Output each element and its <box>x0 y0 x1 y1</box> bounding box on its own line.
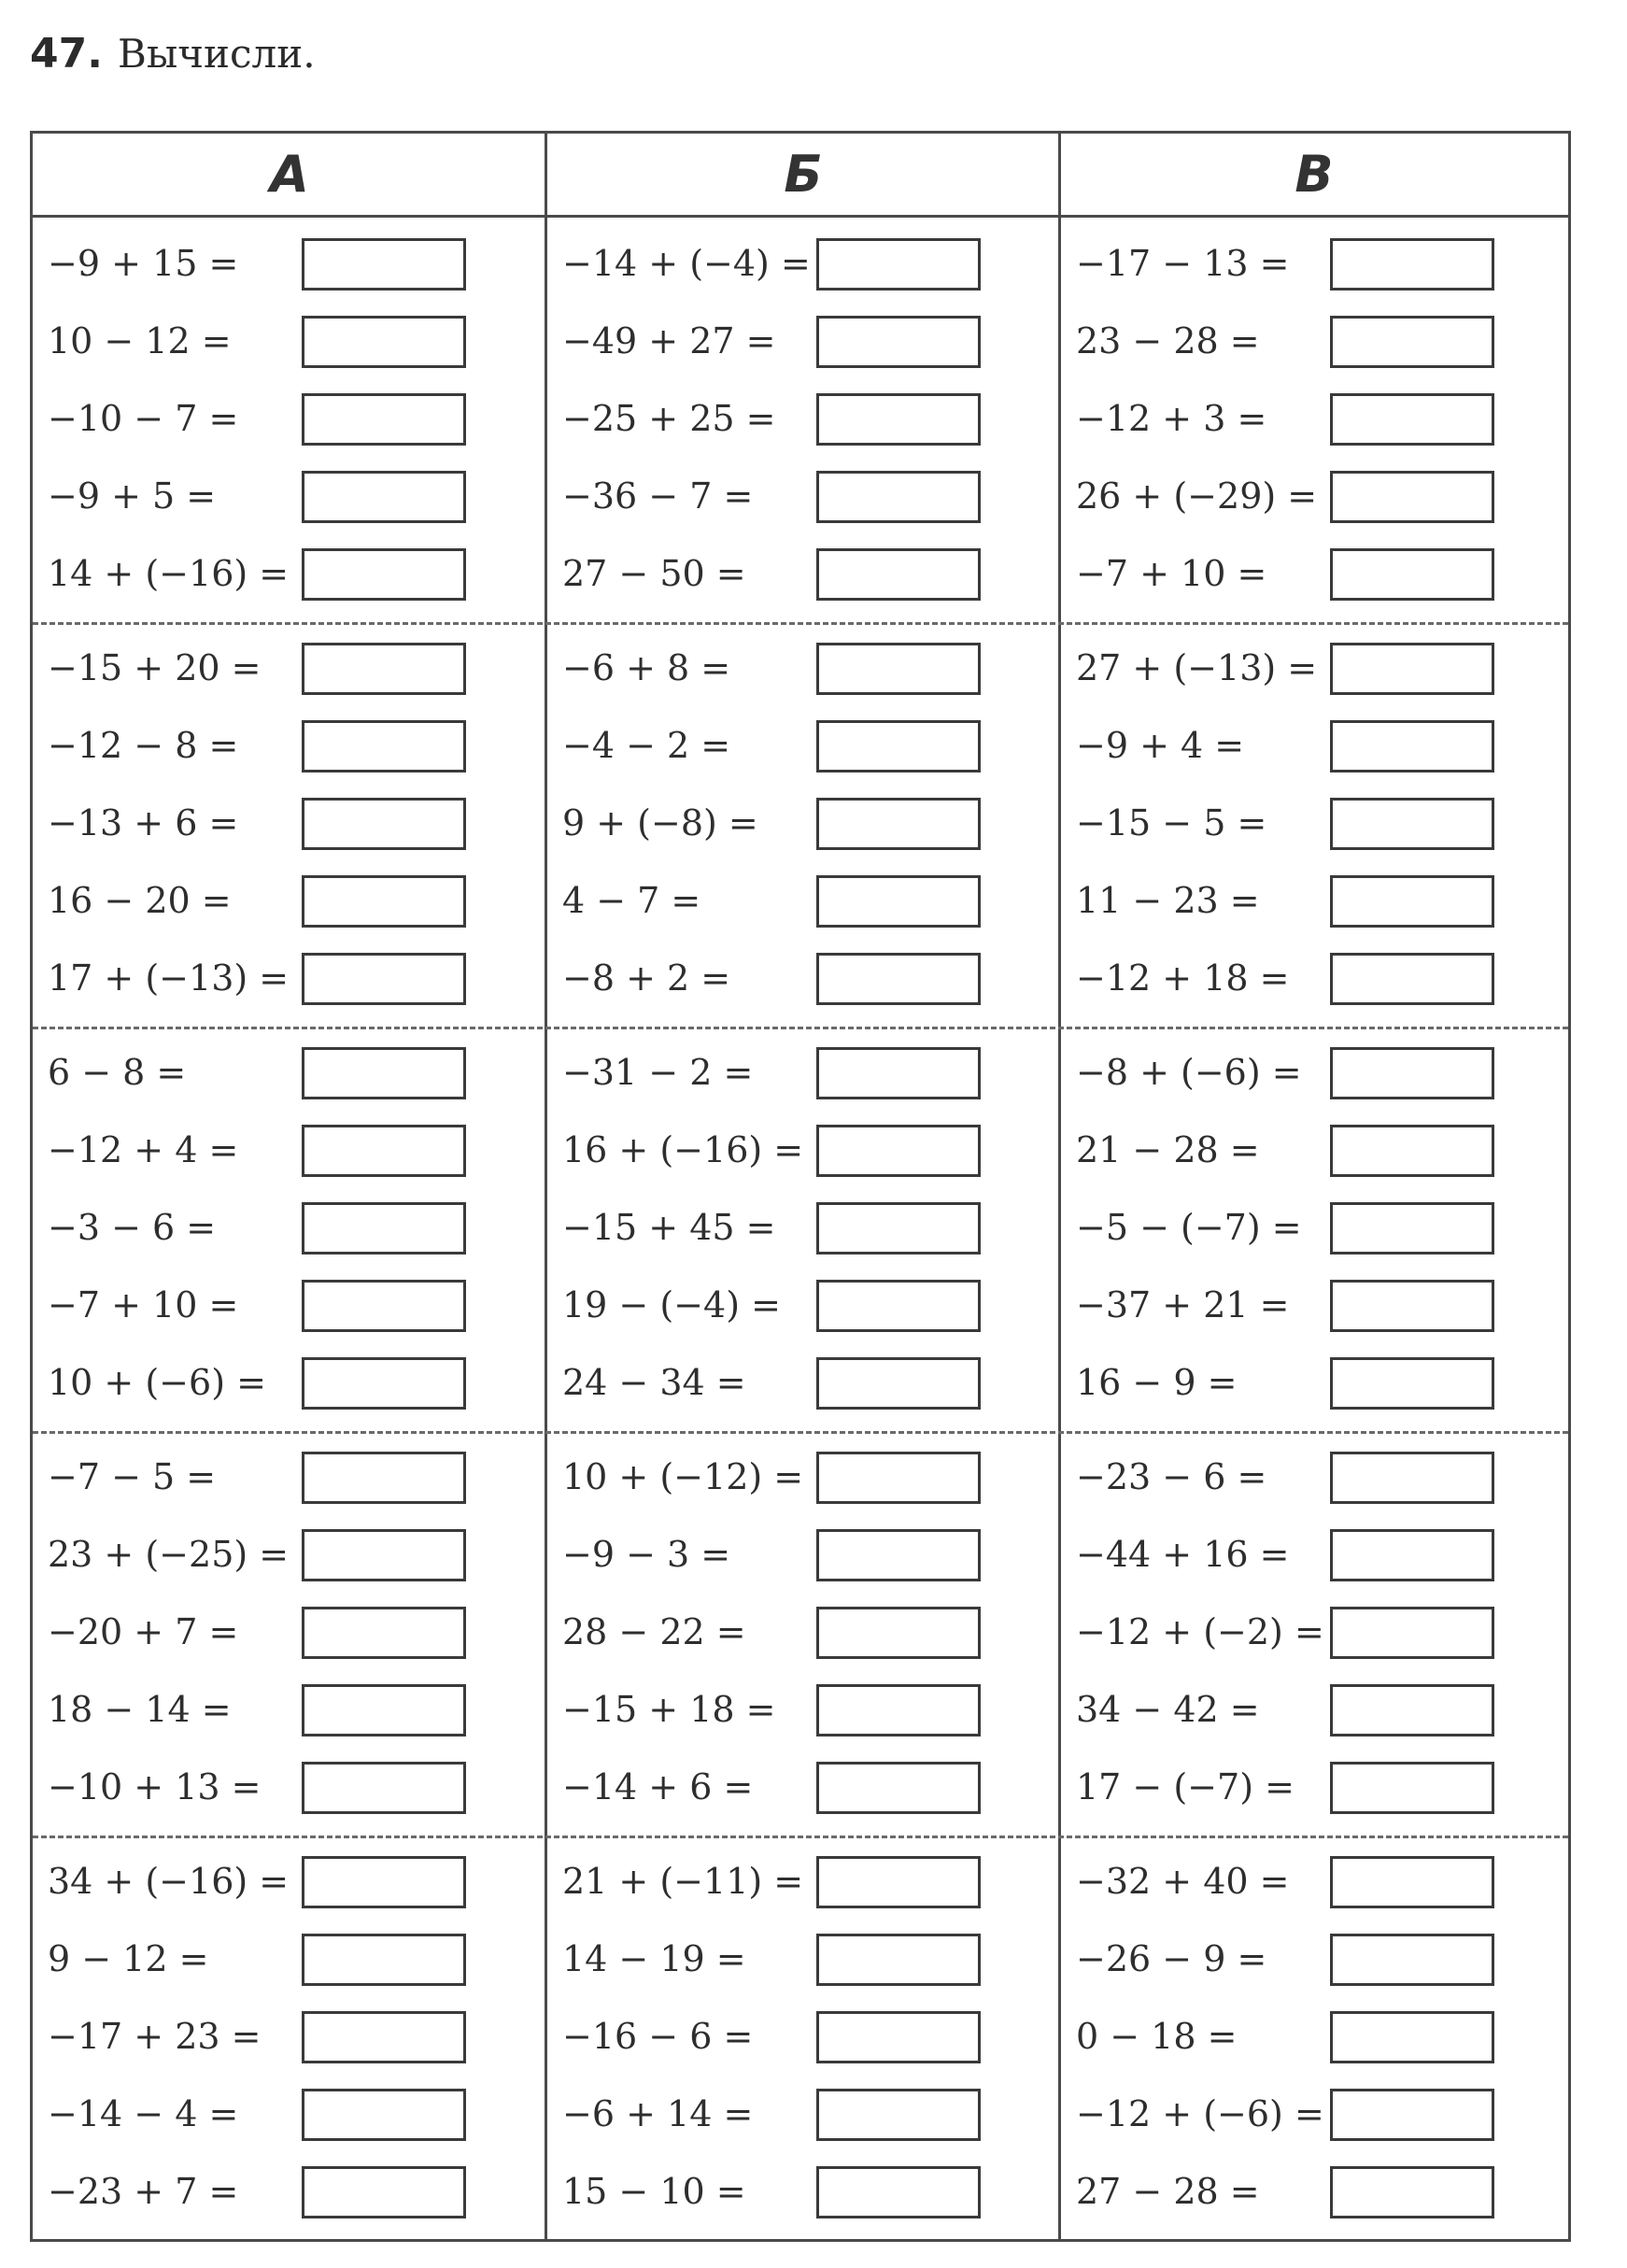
exercise-group <box>33 1027 545 1431</box>
answer-box[interactable] <box>816 1856 981 1908</box>
exercise-expression: −7 + 10 = <box>48 1284 239 1325</box>
table-header-row <box>33 134 1568 218</box>
exercise-expression: −37 + 21 = <box>1076 1284 1290 1325</box>
worksheet-column <box>547 218 1058 2242</box>
answer-box[interactable] <box>302 393 466 446</box>
exercise-row <box>33 1843 545 1921</box>
answer-box[interactable] <box>816 471 981 523</box>
exercise-row <box>1061 2076 1568 2153</box>
answer-box[interactable] <box>302 643 466 695</box>
column-header-b: Б <box>784 145 823 204</box>
exercise-row <box>1061 1344 1568 1422</box>
answer-box[interactable] <box>302 875 466 928</box>
answer-box[interactable] <box>1330 2089 1494 2141</box>
exercise-row <box>33 1344 545 1422</box>
exercise-expression: −6 + 8 = <box>562 647 731 688</box>
answer-box[interactable] <box>816 798 981 850</box>
exercise-row <box>1061 2153 1568 2231</box>
answer-box[interactable] <box>816 238 981 291</box>
exercise-expression: 21 − 28 = <box>1076 1129 1260 1170</box>
exercise-row <box>1061 1439 1568 1516</box>
exercise-group <box>1061 1431 1568 1836</box>
exercise-expression: −25 + 25 = <box>562 398 776 439</box>
exercise-expression: −12 − 8 = <box>48 725 239 766</box>
answer-box[interactable] <box>302 720 466 773</box>
exercise-row <box>1061 303 1568 380</box>
answer-box[interactable] <box>1330 393 1494 446</box>
exercise-expression: 17 − (−7) = <box>1076 1766 1295 1807</box>
exercise-row <box>1061 1189 1568 1267</box>
exercise-expression: −12 + 4 = <box>48 1129 239 1170</box>
exercise-expression: 34 + (−16) = <box>48 1861 290 1902</box>
exercise-expression: −15 + 45 = <box>562 1207 776 1248</box>
exercise-expression: 27 − 28 = <box>1076 2171 1260 2212</box>
answer-box[interactable] <box>816 1452 981 1504</box>
answer-box[interactable] <box>1330 1684 1494 1736</box>
exercise-expression: 16 + (−16) = <box>562 1129 804 1170</box>
exercise-row <box>33 535 545 613</box>
exercise-row <box>33 303 545 380</box>
worksheet-column <box>1061 218 1568 2242</box>
exercise-row <box>1061 535 1568 613</box>
answer-box[interactable] <box>816 393 981 446</box>
exercise-expression: −9 − 3 = <box>562 1534 731 1575</box>
exercise-row <box>547 2076 1058 2153</box>
exercise-expression: −36 − 7 = <box>562 475 754 517</box>
exercise-expression: 23 + (−25) = <box>48 1534 290 1575</box>
exercise-row <box>547 1112 1058 1189</box>
answer-box[interactable] <box>816 1607 981 1659</box>
exercise-row <box>33 1594 545 1671</box>
exercise-group <box>1061 218 1568 622</box>
exercise-row <box>1061 1749 1568 1826</box>
answer-box[interactable] <box>816 1047 981 1099</box>
exercise-expression: −15 + 20 = <box>48 647 262 688</box>
exercise-expression: −49 + 27 = <box>562 320 776 361</box>
exercise-expression: 9 − 12 = <box>48 1938 209 1979</box>
exercise-row <box>547 1344 1058 1422</box>
exercise-row <box>547 1594 1058 1671</box>
exercise-row <box>33 2076 545 2153</box>
answer-box[interactable] <box>302 1357 466 1410</box>
exercise-row <box>547 1749 1058 1826</box>
task-header <box>30 30 316 95</box>
exercise-expression: −8 + (−6) = <box>1076 1052 1302 1093</box>
answer-box[interactable] <box>302 1529 466 1581</box>
task-number: 47. <box>30 30 103 78</box>
exercise-expression: 23 − 28 = <box>1076 320 1260 361</box>
exercise-expression: −15 + 18 = <box>562 1689 776 1730</box>
answer-box[interactable] <box>302 2011 466 2063</box>
exercise-expression: −20 + 7 = <box>48 1611 239 1652</box>
exercise-row <box>33 1671 545 1749</box>
worksheet-table <box>30 131 1571 2242</box>
exercise-expression: −9 + 15 = <box>48 243 239 284</box>
answer-box[interactable] <box>1330 1280 1494 1332</box>
answer-box[interactable] <box>302 1452 466 1504</box>
exercise-expression: −31 − 2 = <box>562 1052 754 1093</box>
answer-box[interactable] <box>1330 1125 1494 1177</box>
answer-box[interactable] <box>1330 1762 1494 1814</box>
exercise-expression: 15 − 10 = <box>562 2171 746 2212</box>
exercise-expression: −23 + 7 = <box>48 2171 239 2212</box>
answer-box[interactable] <box>816 1529 981 1581</box>
answer-box[interactable] <box>302 2166 466 2218</box>
answer-box[interactable] <box>302 2089 466 2141</box>
exercise-expression: −9 + 4 = <box>1076 725 1245 766</box>
exercise-expression: −14 − 4 = <box>48 2093 239 2134</box>
task-title: Вычисли. <box>117 31 316 77</box>
answer-box[interactable] <box>816 1125 981 1177</box>
answer-box[interactable] <box>302 1047 466 1099</box>
exercise-row <box>547 380 1058 458</box>
answer-box[interactable] <box>302 1684 466 1736</box>
answer-box[interactable] <box>302 1934 466 1986</box>
exercise-row <box>547 1671 1058 1749</box>
exercise-expression: 34 − 42 = <box>1076 1689 1260 1730</box>
answer-box[interactable] <box>816 1357 981 1410</box>
exercise-row <box>33 1189 545 1267</box>
answer-box[interactable] <box>302 1607 466 1659</box>
exercise-row <box>547 1921 1058 1998</box>
exercise-expression: 10 + (−12) = <box>562 1456 804 1497</box>
answer-box[interactable] <box>1330 953 1494 1005</box>
exercise-expression: 27 + (−13) = <box>1076 647 1318 688</box>
exercise-group <box>547 1836 1058 2240</box>
exercise-expression: −4 − 2 = <box>562 725 731 766</box>
exercise-expression: −26 − 9 = <box>1076 1938 1267 1979</box>
exercise-row <box>1061 1267 1568 1344</box>
exercise-row <box>33 1998 545 2076</box>
exercise-expression: 28 − 22 = <box>562 1611 746 1652</box>
exercise-row <box>547 535 1058 613</box>
exercise-row <box>547 225 1058 303</box>
exercise-group <box>547 1027 1058 1431</box>
exercise-row <box>33 785 545 862</box>
exercise-expression: 21 + (−11) = <box>562 1861 804 1902</box>
answer-box[interactable] <box>302 1280 466 1332</box>
worksheet-column <box>33 218 545 2242</box>
exercise-row <box>1061 862 1568 940</box>
exercise-group <box>33 1836 545 2240</box>
answer-box[interactable] <box>1330 548 1494 601</box>
answer-box[interactable] <box>816 875 981 928</box>
exercise-row <box>1061 940 1568 1017</box>
answer-box[interactable] <box>302 953 466 1005</box>
exercise-group <box>547 622 1058 1027</box>
answer-box[interactable] <box>1330 1202 1494 1254</box>
answer-box[interactable] <box>302 316 466 368</box>
answer-box[interactable] <box>816 2166 981 2218</box>
exercise-row <box>33 862 545 940</box>
exercise-expression: 14 − 19 = <box>562 1938 746 1979</box>
exercise-row <box>547 630 1058 707</box>
exercise-expression: −23 − 6 = <box>1076 1456 1267 1497</box>
exercise-row <box>33 1439 545 1516</box>
exercise-row <box>33 225 545 303</box>
exercise-expression: −15 − 5 = <box>1076 802 1267 843</box>
answer-box[interactable] <box>1330 1856 1494 1908</box>
answer-box[interactable] <box>816 1280 981 1332</box>
answer-box[interactable] <box>816 1762 981 1814</box>
exercise-row <box>1061 1998 1568 2076</box>
exercise-expression: 26 + (−29) = <box>1076 475 1318 517</box>
answer-box[interactable] <box>302 548 466 601</box>
exercise-expression: −7 + 10 = <box>1076 553 1267 594</box>
exercise-group <box>1061 1836 1568 2240</box>
exercise-expression: −12 + (−6) = <box>1076 2093 1324 2134</box>
answer-box[interactable] <box>1330 1047 1494 1099</box>
exercise-expression: 9 + (−8) = <box>562 802 758 843</box>
answer-box[interactable] <box>1330 2011 1494 2063</box>
exercise-expression: −9 + 5 = <box>48 475 217 517</box>
exercise-expression: −10 + 13 = <box>48 1766 262 1807</box>
exercise-row <box>547 1439 1058 1516</box>
answer-box[interactable] <box>1330 875 1494 928</box>
answer-box[interactable] <box>816 1202 981 1254</box>
exercise-row <box>1061 1516 1568 1594</box>
exercise-expression: 27 − 50 = <box>562 553 746 594</box>
answer-box[interactable] <box>1330 1934 1494 1986</box>
answer-box[interactable] <box>816 953 981 1005</box>
column-header-a: А <box>270 145 309 204</box>
exercise-expression: −8 + 2 = <box>562 957 731 999</box>
exercise-group <box>33 218 545 622</box>
answer-box[interactable] <box>1330 720 1494 773</box>
answer-box[interactable] <box>816 316 981 368</box>
exercise-expression: 19 − (−4) = <box>562 1284 781 1325</box>
exercise-row <box>1061 1034 1568 1112</box>
exercise-row <box>33 2153 545 2231</box>
answer-box[interactable] <box>816 720 981 773</box>
exercise-expression: 18 − 14 = <box>48 1689 232 1730</box>
exercise-expression: −5 − (−7) = <box>1076 1207 1302 1248</box>
exercise-expression: −12 + (−2) = <box>1076 1611 1324 1652</box>
exercise-row <box>547 458 1058 535</box>
exercise-expression: 11 − 23 = <box>1076 880 1260 921</box>
answer-box[interactable] <box>1330 2166 1494 2218</box>
exercise-row <box>547 1267 1058 1344</box>
exercise-row <box>547 940 1058 1017</box>
exercise-row <box>547 862 1058 940</box>
exercise-row <box>547 1034 1058 1112</box>
answer-box[interactable] <box>1330 798 1494 850</box>
exercise-row <box>547 1998 1058 2076</box>
exercise-group <box>547 1431 1058 1836</box>
answer-box[interactable] <box>302 1202 466 1254</box>
exercise-expression: 24 − 34 = <box>562 1362 746 1403</box>
answer-box[interactable] <box>816 2089 981 2141</box>
answer-box[interactable] <box>1330 471 1494 523</box>
exercise-row <box>547 1189 1058 1267</box>
answer-box[interactable] <box>1330 316 1494 368</box>
exercise-row <box>1061 458 1568 535</box>
answer-box[interactable] <box>302 238 466 291</box>
exercise-row <box>33 380 545 458</box>
exercise-row <box>547 2153 1058 2231</box>
answer-box[interactable] <box>1330 643 1494 695</box>
exercise-row <box>1061 707 1568 785</box>
exercise-group <box>33 622 545 1027</box>
exercise-expression: −7 − 5 = <box>48 1456 217 1497</box>
answer-box[interactable] <box>1330 238 1494 291</box>
exercise-row <box>33 630 545 707</box>
exercise-row <box>33 940 545 1017</box>
exercise-row <box>1061 1843 1568 1921</box>
exercise-row <box>547 1843 1058 1921</box>
answer-box[interactable] <box>302 1125 466 1177</box>
answer-box[interactable] <box>816 1684 981 1736</box>
exercise-row <box>1061 1671 1568 1749</box>
answer-box[interactable] <box>1330 1607 1494 1659</box>
answer-box[interactable] <box>1330 1452 1494 1504</box>
exercise-row <box>547 707 1058 785</box>
exercise-expression: −17 + 23 = <box>48 2016 262 2057</box>
exercise-group <box>1061 1027 1568 1431</box>
exercise-group <box>547 218 1058 622</box>
exercise-expression: 0 − 18 = <box>1076 2016 1238 2057</box>
exercise-row <box>1061 630 1568 707</box>
exercise-expression: −3 − 6 = <box>48 1207 217 1248</box>
exercise-group <box>33 1431 545 1836</box>
exercise-expression: −32 + 40 = <box>1076 1861 1290 1902</box>
exercise-row <box>1061 785 1568 862</box>
exercise-expression: −44 + 16 = <box>1076 1534 1290 1575</box>
exercise-group <box>1061 622 1568 1027</box>
exercise-expression: 16 − 20 = <box>48 880 232 921</box>
exercise-row <box>33 458 545 535</box>
exercise-row <box>547 785 1058 862</box>
answer-box[interactable] <box>302 1762 466 1814</box>
exercise-expression: 14 + (−16) = <box>48 553 290 594</box>
exercise-row <box>1061 380 1568 458</box>
exercise-expression: −17 − 13 = <box>1076 243 1290 284</box>
exercise-expression: −13 + 6 = <box>48 802 239 843</box>
exercise-expression: 4 − 7 = <box>562 880 701 921</box>
exercise-row <box>33 1112 545 1189</box>
exercise-row <box>1061 225 1568 303</box>
answer-box[interactable] <box>1330 1357 1494 1410</box>
exercise-expression: 17 + (−13) = <box>48 957 290 999</box>
exercise-expression: −12 + 3 = <box>1076 398 1267 439</box>
exercise-row <box>1061 1594 1568 1671</box>
exercise-expression: −12 + 18 = <box>1076 957 1290 999</box>
exercise-row <box>33 1749 545 1826</box>
answer-box[interactable] <box>302 1856 466 1908</box>
exercise-row <box>547 303 1058 380</box>
exercise-expression: 6 − 8 = <box>48 1052 187 1093</box>
exercise-row <box>33 1921 545 1998</box>
exercise-row <box>33 1034 545 1112</box>
exercise-row <box>33 1516 545 1594</box>
exercise-expression: −16 − 6 = <box>562 2016 754 2057</box>
exercise-expression: 10 + (−6) = <box>48 1362 266 1403</box>
exercise-row <box>547 1516 1058 1594</box>
exercise-expression: −14 + (−4) = <box>562 243 811 284</box>
column-header-v: В <box>1295 145 1334 204</box>
answer-box[interactable] <box>816 643 981 695</box>
answer-box[interactable] <box>816 2011 981 2063</box>
answer-box[interactable] <box>1330 1529 1494 1581</box>
exercise-row <box>33 1267 545 1344</box>
answer-box[interactable] <box>816 548 981 601</box>
exercise-expression: 16 − 9 = <box>1076 1362 1238 1403</box>
exercise-expression: −10 − 7 = <box>48 398 239 439</box>
answer-box[interactable] <box>302 798 466 850</box>
exercise-row <box>33 707 545 785</box>
answer-box[interactable] <box>816 1934 981 1986</box>
exercise-row <box>1061 1921 1568 1998</box>
answer-box[interactable] <box>302 471 466 523</box>
exercise-expression: 10 − 12 = <box>48 320 232 361</box>
exercise-row <box>1061 1112 1568 1189</box>
exercise-expression: −6 + 14 = <box>562 2093 754 2134</box>
exercise-expression: −14 + 6 = <box>562 1766 754 1807</box>
